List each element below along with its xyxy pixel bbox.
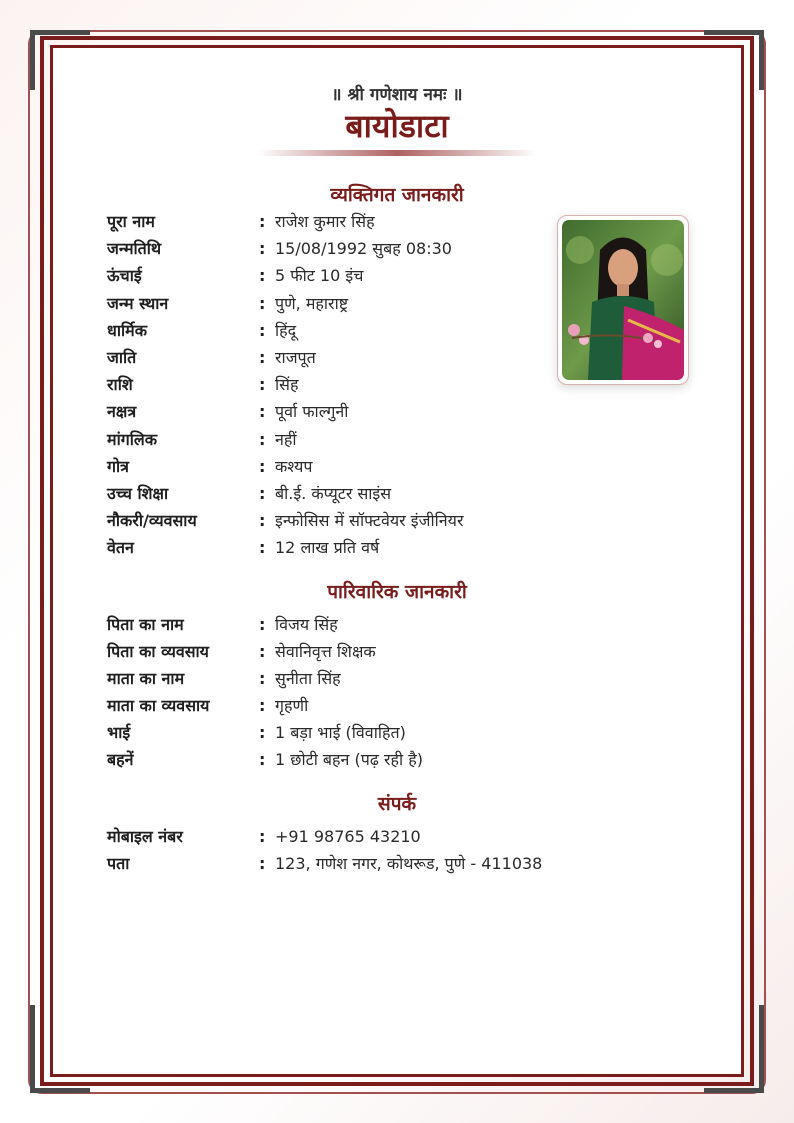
field-label: जाति <box>107 348 137 367</box>
field-separator: : <box>259 723 266 742</box>
field-label: ऊंचाई <box>107 266 142 286</box>
field-label: जन्मतिथि <box>107 239 162 259</box>
field-separator: : <box>259 429 266 449</box>
corner-ornament <box>30 30 90 35</box>
field-value: पुणे, महाराष्ट्र <box>275 293 349 313</box>
corner-ornament <box>30 1005 35 1093</box>
field-value: बी.ई. कंप्यूटर साइंस <box>275 484 392 503</box>
title-divider <box>257 150 537 156</box>
field-separator: : <box>259 266 266 286</box>
field-separator: : <box>259 538 266 558</box>
field-label: माता का नाम <box>107 669 185 688</box>
field-separator: : <box>259 348 266 367</box>
profile-photo <box>557 215 689 385</box>
corner-ornament <box>704 30 764 35</box>
corner-ornament <box>30 1088 90 1093</box>
field-separator: : <box>259 375 266 395</box>
field-value: +91 98765 43210 <box>275 827 421 846</box>
field-separator: : <box>259 320 266 340</box>
field-separator: : <box>259 456 266 476</box>
field-value: 5 फीट 10 इंच <box>275 266 364 286</box>
field-separator: : <box>259 212 266 231</box>
field-value: 1 छोटी बहन (पढ़ रही है) <box>275 750 423 769</box>
field-value: हिंदू <box>275 320 297 340</box>
field-value: कश्यप <box>275 456 313 476</box>
field-value: राजेश कुमार सिंह <box>275 212 375 231</box>
field-label: नौकरी/व्यवसाय <box>107 511 197 531</box>
field-value: सिंह <box>275 375 299 395</box>
field-label: मांगलिक <box>107 429 158 449</box>
field-separator: : <box>259 511 266 531</box>
field-value: 12 लाख प्रति वर्ष <box>275 538 380 558</box>
field-label: पिता का व्यवसाय <box>107 642 209 661</box>
field-value: नहीं <box>275 429 297 449</box>
section-heading-contact: संपर्क <box>377 793 417 815</box>
field-label: पूरा नाम <box>107 212 155 231</box>
field-separator: : <box>259 402 266 422</box>
field-value: विजय सिंह <box>275 615 338 634</box>
invocation-text: ॥ श्री गणेशाय नमः ॥ <box>331 85 463 105</box>
field-separator: : <box>259 615 266 634</box>
corner-ornament <box>30 30 35 90</box>
field-label: पता <box>107 854 130 873</box>
field-separator: : <box>259 484 266 503</box>
field-value: पूर्वा फाल्गुनी <box>275 402 349 422</box>
field-label: मोबाइल नंबर <box>107 827 183 846</box>
section-heading-family: पारिवारिक जानकारी <box>327 581 467 603</box>
corner-ornament <box>704 1088 764 1093</box>
field-value: 123, गणेश नगर, कोथरूड, पुणे - 411038 <box>275 854 543 873</box>
corner-ornament <box>759 1005 764 1093</box>
corner-ornament <box>759 30 764 90</box>
field-separator: : <box>259 239 266 259</box>
field-label: पिता का नाम <box>107 615 184 634</box>
field-value: 15/08/1992 सुबह 08:30 <box>275 239 452 259</box>
field-separator: : <box>259 750 266 769</box>
field-value: सुनीता सिंह <box>275 669 341 688</box>
field-label: नक्षत्र <box>107 402 137 422</box>
field-value: इन्फोसिस में सॉफ्टवेयर इंजीनियर <box>275 511 464 531</box>
field-value: गृहणी <box>275 696 309 715</box>
field-separator: : <box>259 854 266 873</box>
field-value: राजपूत <box>275 348 316 367</box>
field-value: 1 बड़ा भाई (विवाहित) <box>275 723 406 742</box>
field-separator: : <box>259 293 266 313</box>
section-heading-personal: व्यक्तिगत जानकारी <box>330 184 464 206</box>
field-separator: : <box>259 827 266 846</box>
field-label: माता का व्यवसाय <box>107 696 210 715</box>
field-separator: : <box>259 696 266 715</box>
field-label: राशि <box>107 375 133 395</box>
field-label: वेतन <box>107 538 134 558</box>
field-label: जन्म स्थान <box>107 293 169 313</box>
field-label: बहनें <box>107 750 134 769</box>
field-value: सेवानिवृत्त शिक्षक <box>275 642 376 661</box>
field-label: धार्मिक <box>107 320 147 340</box>
profile-photo-image <box>562 220 684 380</box>
page-title: बायोडाटा <box>345 107 449 145</box>
field-separator: : <box>259 642 266 661</box>
field-separator: : <box>259 669 266 688</box>
field-label: गोत्र <box>107 456 129 476</box>
field-label: भाई <box>107 723 131 742</box>
field-label: उच्च शिक्षा <box>107 484 169 503</box>
